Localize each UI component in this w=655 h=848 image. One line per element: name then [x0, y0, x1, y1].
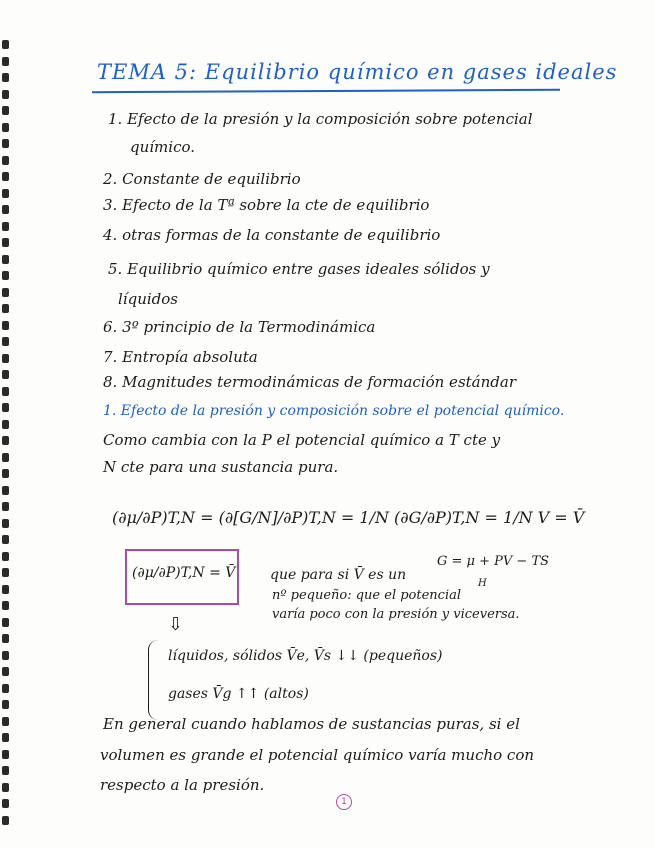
case-gases: gases V̄g ↑↑ (altos) — [168, 686, 309, 702]
index-item-6: 6. 3º principio de la Termodinámica — [103, 318, 376, 336]
binding-ring — [2, 436, 9, 445]
title-underline — [92, 89, 560, 93]
binding-ring — [2, 684, 9, 693]
page-number: 1 — [336, 794, 352, 810]
binding-ring — [2, 535, 9, 544]
index-item-4: 4. otras formas de la constante de equilibrio — [103, 226, 441, 244]
binding-ring — [2, 370, 9, 379]
binding-ring — [2, 304, 9, 313]
note-line-1: que para si V̄ es un — [270, 567, 407, 583]
binding-ring — [2, 585, 9, 594]
intro-line-2: N cte para una sustancia pura. — [103, 458, 339, 476]
binding-ring — [2, 783, 9, 792]
down-arrow-icon: ⇩ — [168, 614, 184, 635]
binding-ring — [2, 321, 9, 330]
binding-ring — [2, 172, 9, 181]
binding-ring — [2, 288, 9, 297]
gibbs-relation: G = μ + PV − TS — [437, 554, 550, 569]
index-item-7: 7. Entropía absoluta — [103, 348, 258, 366]
binding-ring — [2, 502, 9, 511]
binding-ring — [2, 205, 9, 214]
section-heading: 1. Efecto de la presión y composición sobre el potencial químico. — [103, 403, 565, 419]
index-item-1-cont: químico. — [130, 138, 196, 156]
binding-ring — [2, 552, 9, 561]
page-title: TEMA 5: Equilibrio químico en gases ideales — [97, 60, 618, 84]
conclusion-line-1: En general cuando hablamos de sustancias puras, si el — [103, 715, 520, 733]
binding-ring — [2, 618, 9, 627]
binding-ring — [2, 750, 9, 759]
note-line-3: varía poco con la presión y viceversa. — [272, 607, 520, 622]
binding-ring — [2, 667, 9, 676]
note-line-2: nº pequeño: que el potencial — [272, 588, 462, 603]
binding-ring — [2, 816, 9, 825]
binding-ring — [2, 601, 9, 610]
binding-ring — [2, 568, 9, 577]
binding-ring — [2, 139, 9, 148]
binding-ring — [2, 238, 9, 247]
binding-ring — [2, 717, 9, 726]
binding-ring — [2, 766, 9, 775]
index-item-8: 8. Magnitudes termodinámicas de formación estándar — [103, 373, 516, 391]
binding-ring — [2, 519, 9, 528]
binding-ring — [2, 222, 9, 231]
index-item-5: 5. Equilibrio químico entre gases ideales sólidos y — [108, 260, 490, 278]
boxed-equation: (∂μ/∂P)T,N = V̄ — [132, 565, 236, 581]
binding-ring — [2, 387, 9, 396]
binding-ring — [2, 420, 9, 429]
binding-ring — [2, 57, 9, 66]
binding-ring — [2, 403, 9, 412]
case-liquids-solids: líquidos, sólidos V̄e, V̄s ↓↓ (pequeños) — [168, 648, 443, 664]
binding-ring — [2, 799, 9, 808]
binding-ring — [2, 634, 9, 643]
conclusion-line-3: respecto a la presión. — [100, 776, 265, 794]
binding-ring — [2, 156, 9, 165]
binding-ring — [2, 189, 9, 198]
binding-ring — [2, 73, 9, 82]
binding-ring — [2, 337, 9, 346]
binding-ring — [2, 90, 9, 99]
left-brace — [148, 640, 163, 720]
binding-ring — [2, 469, 9, 478]
spiral-binding — [2, 40, 12, 830]
binding-ring — [2, 255, 9, 264]
binding-ring — [2, 106, 9, 115]
binding-ring — [2, 733, 9, 742]
index-item-5-cont: líquidos — [118, 290, 178, 308]
conclusion-line-2: volumen es grande el potencial químico varía mucho con — [100, 746, 535, 764]
binding-ring — [2, 453, 9, 462]
index-item-3: 3. Efecto de la Tª sobre la cte de equilibrio — [103, 196, 430, 214]
binding-ring — [2, 486, 9, 495]
enthalpy-mark: H — [478, 578, 487, 589]
binding-ring — [2, 700, 9, 709]
intro-line-1: Como cambia con la P el potencial químico a T cte y — [103, 431, 501, 449]
binding-ring — [2, 123, 9, 132]
binding-ring — [2, 354, 9, 363]
binding-ring — [2, 651, 9, 660]
binding-ring — [2, 40, 9, 49]
index-item-2: 2. Constante de equilibrio — [103, 170, 301, 188]
equation-chain: (∂μ/∂P)T,N = (∂[G/N]/∂P)T,N = 1/N (∂G/∂P)T,N = 1/N V = V̄ — [112, 508, 585, 527]
binding-ring — [2, 271, 9, 280]
index-item-1: 1. Efecto de la presión y la composición sobre potencial — [108, 110, 533, 128]
